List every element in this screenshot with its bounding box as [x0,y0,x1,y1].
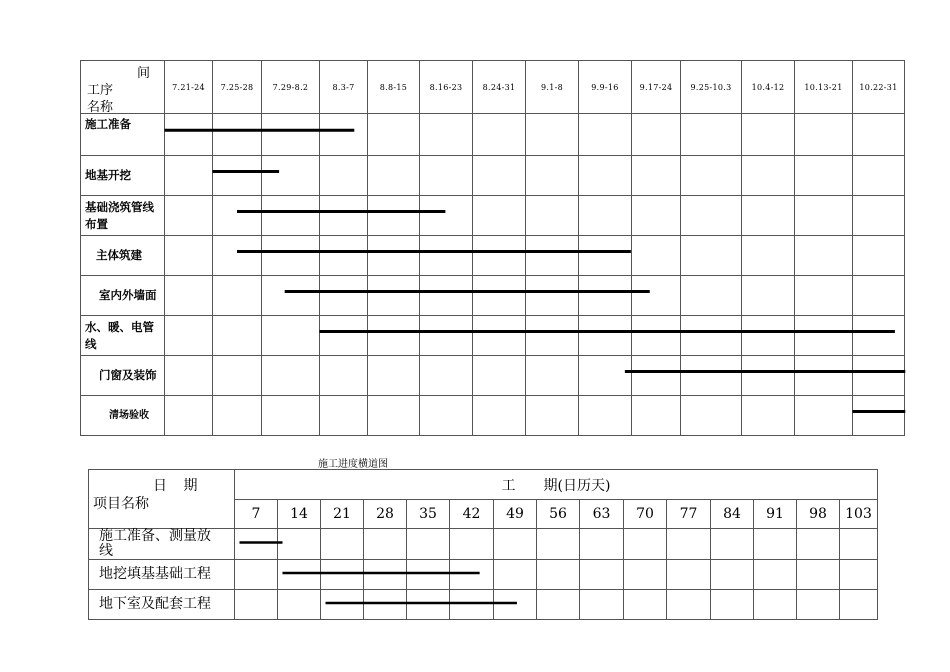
day-header: 70 [624,500,667,529]
period-header: 8.24-31 [473,61,526,114]
period-header: 9.17-24 [632,61,681,114]
task-name: 施工准备 [81,114,165,156]
period-header: 10.22-31 [853,61,905,114]
corner-date-label: 日 期 [153,477,198,494]
table-row [89,560,878,590]
table1-corner-cell [81,61,165,114]
schedule-table-1 [80,60,905,436]
day-header: 35 [407,500,450,529]
period-header: 7.21-24 [165,61,213,114]
period-header: 9.25-10.3 [681,61,742,114]
table-row [81,276,905,316]
day-header: 63 [580,500,624,529]
day-header: 21 [321,500,364,529]
day-header: 77 [667,500,711,529]
table-row [81,236,905,276]
corner-process-label: 工序 [87,83,114,98]
corner-project-label: 项目名称 [93,495,149,512]
day-header: 98 [797,500,840,529]
period-header: 10.4-12 [742,61,795,114]
table-row [89,529,878,560]
table-row [81,114,905,156]
day-header: 28 [364,500,407,529]
task-name: 基础浇筑管线布置 [81,196,165,236]
day-header: 7 [235,500,278,529]
task-name: 主体筑建 [81,236,165,276]
task-name: 清场验收 [81,396,165,436]
task-name: 地基开挖 [81,156,165,196]
duration-header: 工 期(日历天) [235,470,878,500]
task-name: 地挖填基基础工程 [89,560,235,590]
task-name: 室内外墙面 [81,276,165,316]
period-header: 10.13-21 [795,61,853,114]
period-header: 8.8-15 [368,61,420,114]
table-row [81,396,905,436]
table2-corner-cell [89,470,235,529]
day-header: 14 [278,500,321,529]
table-row [81,356,905,396]
task-name: 地下室及配套工程 [89,590,235,620]
day-header: 49 [494,500,537,529]
chart-caption: 施工进度横道图 [318,459,388,470]
day-header: 91 [754,500,797,529]
task-name-text: 水、暖、电管线 [85,319,154,351]
day-header: 103 [840,500,878,529]
table-row [81,316,905,356]
period-header: 8.3-7 [320,61,368,114]
period-header: 7.29-8.2 [262,61,320,114]
day-header: 84 [711,500,754,529]
task-name: 施工准备、测量放线 [89,529,235,560]
period-header: 7.25-28 [213,61,262,114]
period-header: 9.1-8 [526,61,579,114]
table-row [81,196,905,236]
period-header: 9.9-16 [579,61,632,114]
schedule-table-2 [88,469,878,620]
task-name [81,316,165,356]
table-row [81,156,905,196]
period-header: 8.16-23 [420,61,473,114]
day-header: 56 [537,500,580,529]
corner-name-label: 名称 [87,100,114,115]
task-name: 门窗及装饰 [81,356,165,396]
day-header: 42 [450,500,494,529]
table-row [89,590,878,620]
corner-time-label: 间 [137,66,151,81]
